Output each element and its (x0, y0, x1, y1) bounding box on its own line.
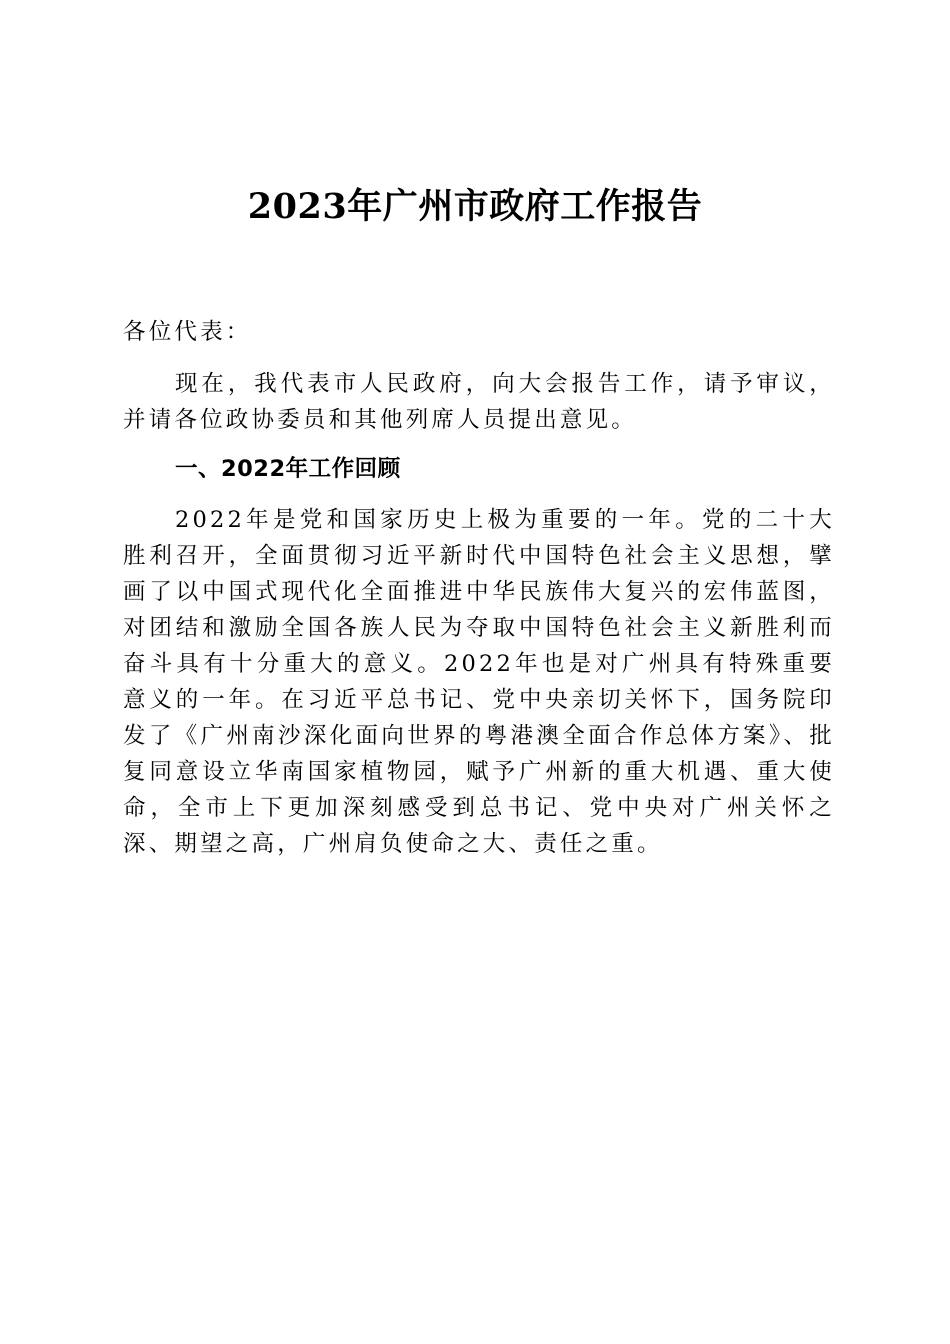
section-heading: 一、2022年工作回顾 (175, 456, 401, 482)
document-title: 2023年广州市政府工作报告 (247, 186, 703, 227)
section-paragraph: 2022年是党和国家历史上极为重要的一年。党的二十大胜利召开，全面贯彻习近平新时代中国特色社会主义思想，擘画了以中国式现代化全面推进中华民族伟大复兴的宏伟蓝图，对团结和激励全国各族人民为夺取中国特色社会主义新胜利而奋斗具有十分重大的意义。2022年也是对广州具有特殊重要意义的一年。在习近平总书记、党中央亲切关怀下，国务院印发了《广州南沙深化面向世界的粤港澳全面合作总体方案》、批复同意设立华南国家植物园，赋予广州新的重大机遇、重大使命，全市上下更加深刻感受到总书记、党中央对广州关怀之深、期望之高，广州肩负使命之大、责任之重。 (123, 507, 835, 857)
intro-paragraph: 现在，我代表市人民政府，向大会报告工作，请予审议，并请各位政协委员和其他列席人员提出意见。 (123, 371, 835, 433)
salutation: 各位代表： (123, 319, 252, 345)
